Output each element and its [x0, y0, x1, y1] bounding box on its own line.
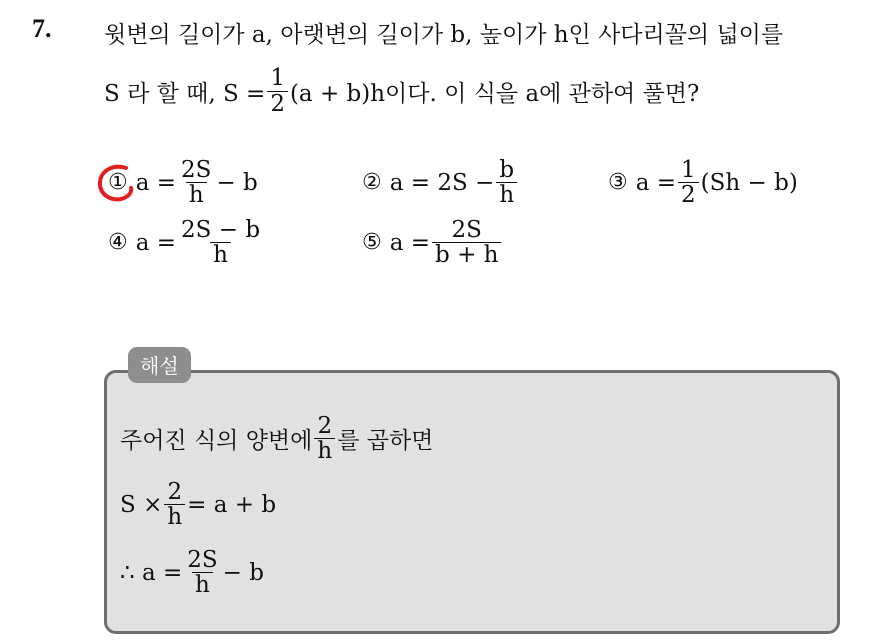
option-1-mark: ①	[108, 170, 128, 196]
solution-line-3-pre: ∴ a =	[120, 559, 183, 586]
solution-line-3	[120, 548, 264, 597]
fraction-numerator: 1	[681, 157, 696, 183]
fraction-numerator: 2S	[187, 547, 218, 573]
option-1-lhs: a =	[135, 169, 177, 196]
option-1-fraction	[178, 158, 214, 207]
option-4-mark: ④	[108, 230, 128, 256]
question-line-2-post: (a + b)h이다. 이 식을 a에 관하여 풀면?	[289, 80, 700, 107]
option-5-lhs: a =	[389, 229, 431, 256]
solution-line-2	[120, 480, 276, 529]
fraction-numerator: 2S	[181, 157, 212, 183]
fraction-denominator: h	[210, 242, 231, 267]
option-3-mark: ③	[608, 170, 628, 196]
option-3-post: (Sh − b)	[700, 169, 798, 196]
solution-line-2-post: = a + b	[187, 491, 277, 518]
fraction-numerator: 2	[167, 479, 183, 505]
question-fraction	[267, 66, 288, 115]
option-2[interactable]	[362, 158, 519, 207]
option-5-fraction	[432, 218, 501, 267]
option-2-mark: ②	[362, 170, 382, 196]
solution-tag: 해설	[128, 347, 191, 383]
option-4[interactable]	[108, 218, 265, 267]
solution-line-1-post: 를 곱하면	[337, 428, 434, 455]
fraction-numerator: 2S	[451, 217, 482, 243]
solution-line-1-fraction	[314, 414, 335, 463]
solution-line-1-pre: 주어진 식의 양변에	[120, 428, 313, 455]
question-number: 7.	[32, 14, 52, 43]
option-4-lhs: a =	[135, 229, 177, 256]
fraction-numerator: 2S − b	[181, 217, 261, 243]
option-5[interactable]	[362, 218, 503, 267]
option-5-mark: ⑤	[362, 230, 382, 256]
question-line-2-pre: S 라 할 때, S =	[104, 80, 266, 107]
option-1-post: − b	[216, 169, 258, 196]
option-2-fraction	[496, 158, 517, 207]
fraction-denominator: h	[496, 182, 517, 207]
fraction-denominator: h	[314, 438, 335, 463]
fraction-denominator: h	[192, 572, 213, 597]
fraction-denominator: h	[186, 182, 207, 207]
solution-line-1	[120, 414, 433, 463]
solution-line-2-fraction	[164, 480, 185, 529]
fraction-denominator: 2	[267, 91, 288, 116]
fraction-denominator: 2	[678, 182, 699, 207]
question-line-2	[104, 64, 699, 118]
solution-line-3-fraction	[184, 548, 220, 597]
solution-line-3-post: − b	[222, 559, 264, 586]
fraction-numerator: b	[499, 157, 515, 183]
fraction-denominator: h	[164, 504, 185, 529]
option-3-lhs: a =	[635, 169, 677, 196]
option-3[interactable]	[608, 158, 798, 207]
fraction-numerator: 1	[270, 65, 285, 92]
option-3-fraction	[678, 158, 699, 207]
solution-line-2-pre: S ×	[120, 491, 163, 518]
selected-answer-circle-icon	[96, 162, 142, 204]
option-2-lhs: a = 2S −	[389, 169, 495, 196]
fraction-denominator: b + h	[432, 242, 501, 267]
option-4-fraction	[178, 218, 263, 267]
fraction-numerator: 2	[317, 413, 333, 439]
question-line-1: 윗변의 길이가 a, 아랫변의 길이가 b, 높이가 h인 사다리꼴의 넓이를	[104, 22, 784, 48]
